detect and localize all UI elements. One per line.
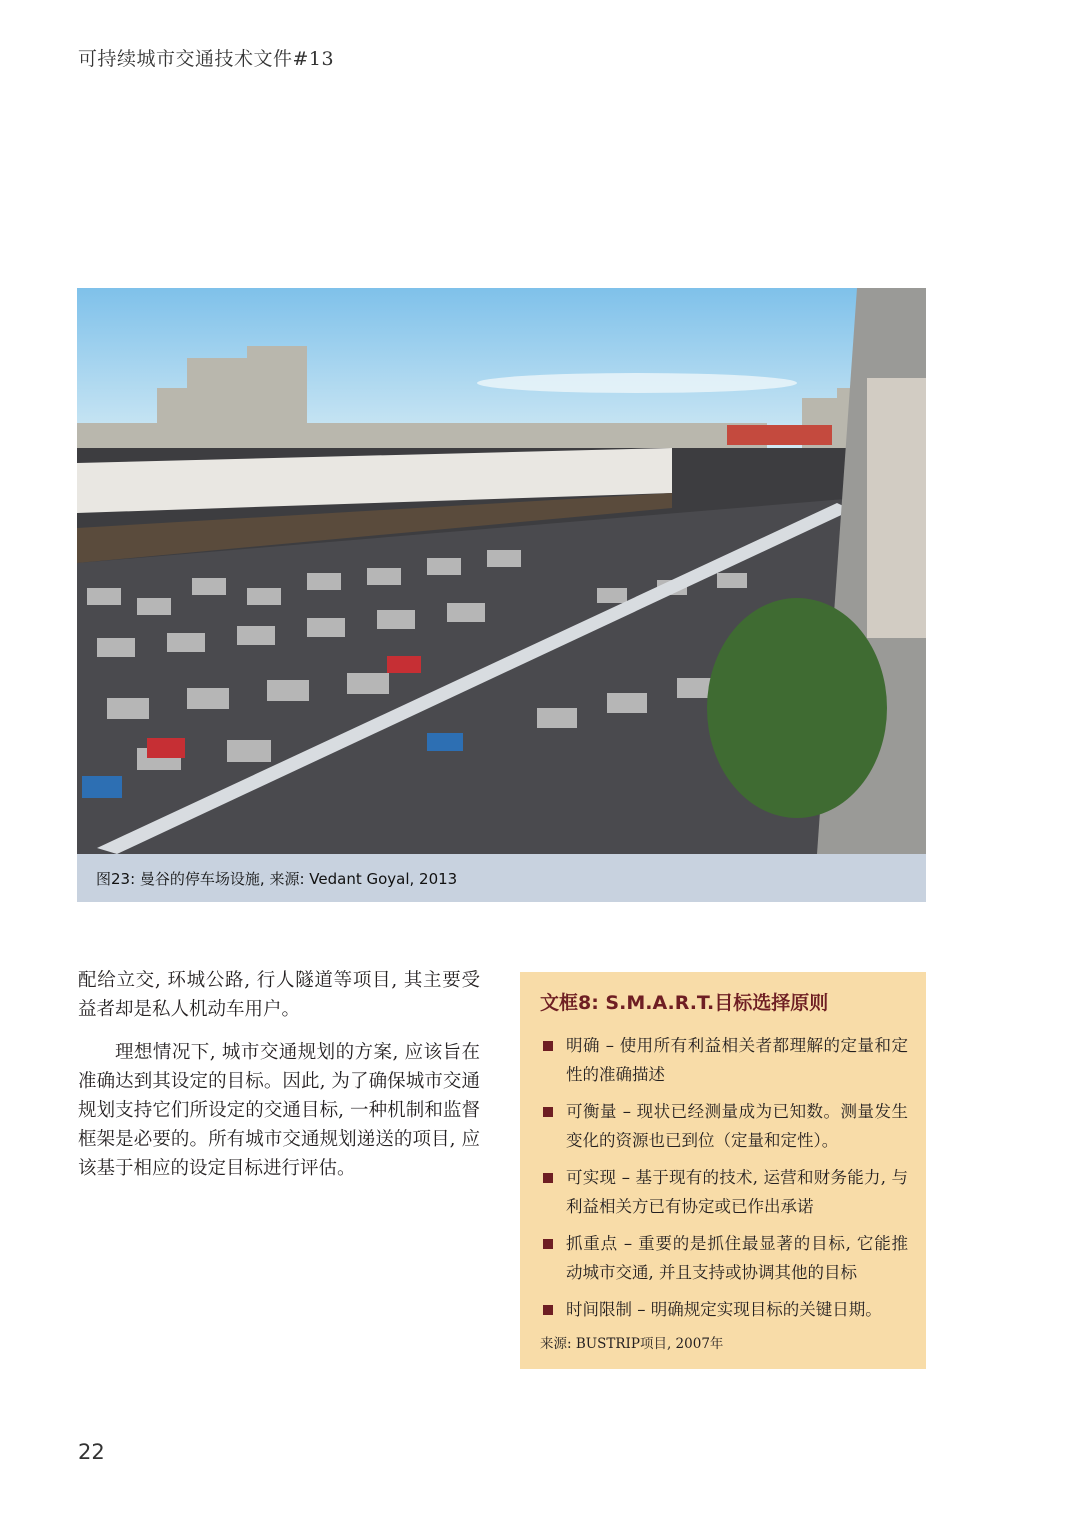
body-paragraph: 理想情况下, 城市交通规划的方案, 应该旨在准确达到其设定的目标。因此, 为了确保城市交通规划支持它们所设定的交通目标, 一种机制和监督框架是必要的。所有城市交通规划递送的项目, 应该基于相应的设定目标进行评估。	[78, 1042, 480, 1179]
list-item	[540, 1295, 908, 1324]
list-item	[540, 1163, 908, 1221]
figure	[77, 288, 926, 902]
square-bullet-icon	[543, 1305, 553, 1315]
square-bullet-icon	[543, 1239, 553, 1249]
square-bullet-icon	[543, 1107, 553, 1117]
list-item	[540, 1031, 908, 1089]
figure-caption	[77, 854, 926, 902]
caption-label: 图23: 曼谷的停车场设施, 来源:	[96, 870, 310, 888]
box-source: 来源: BUSTRIP项目, 2007年	[540, 1336, 724, 1352]
box-list	[540, 1031, 908, 1324]
body-paragraph: 配给立交, 环城公路, 行人隧道等项目, 其主要受益者却是私人机动车用户。	[78, 970, 480, 1020]
square-bullet-icon	[543, 1041, 553, 1051]
body-text-column	[78, 966, 480, 1197]
square-bullet-icon	[543, 1173, 553, 1183]
list-item-text: 时间限制 – 明确规定实现目标的关键日期。	[566, 1300, 882, 1319]
running-header: 可持续城市交通技术文件#13	[78, 48, 335, 70]
page-number: 22	[78, 1440, 105, 1464]
list-item-text: 明确 – 使用所有利益相关者都理解的定量和定性的准确描述	[566, 1036, 908, 1084]
list-item	[540, 1229, 908, 1287]
list-item-text: 可衡量 – 现状已经测量成为已知数。测量发生变化的资源也已到位（定量和定性）。	[566, 1102, 908, 1150]
caption-source: Vedant Goyal, 2013	[309, 870, 458, 888]
box-title: 文框8: S.M.A.R.T.目标选择原则	[540, 992, 829, 1014]
list-item-text: 可实现 – 基于现有的技术, 运营和财务能力, 与利益相关方已有协定或已作出承诺	[566, 1168, 908, 1216]
list-item-text: 抓重点 – 重要的是抓住最显著的目标, 它能推动城市交通, 并且支持或协调其他的目标	[566, 1234, 908, 1282]
parking-lot-photo	[77, 288, 926, 854]
smart-principles-box	[520, 972, 926, 1369]
list-item	[540, 1097, 908, 1155]
